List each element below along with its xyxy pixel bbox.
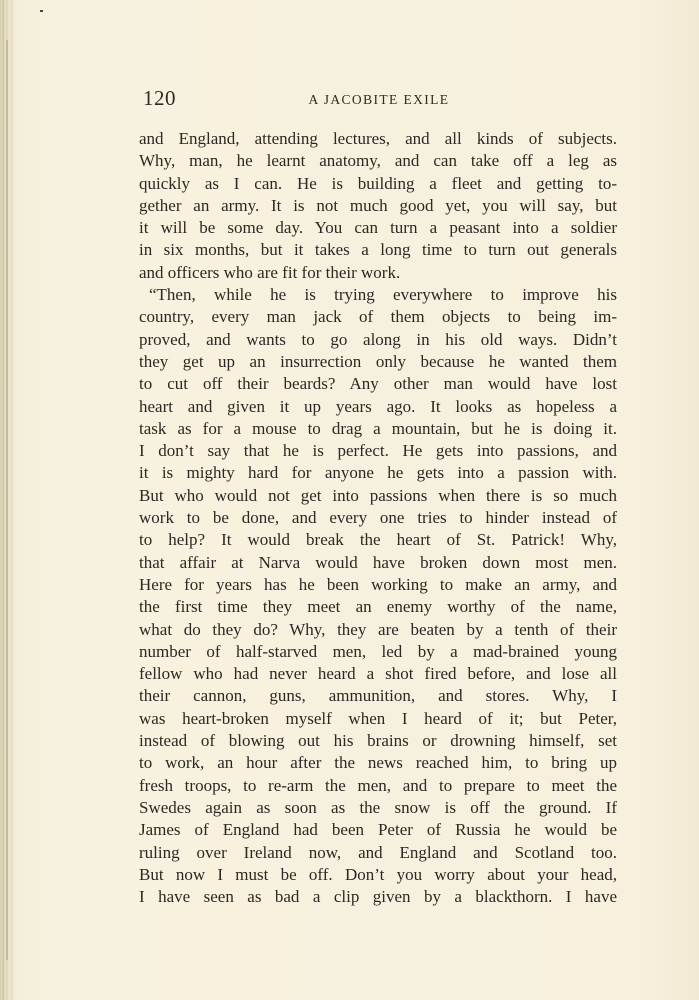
text-line: James of England had been Peter of Russia he would be bbox=[139, 820, 617, 840]
binding-shadow bbox=[6, 40, 8, 960]
text-line: But who would not get into passions when there is so much bbox=[139, 485, 617, 505]
text-line: quickly as I can. He is building a fleet and getting to- bbox=[139, 173, 617, 193]
text-line: proved, and wants to go along in his old ways. Didn’t bbox=[139, 329, 617, 349]
text-line: fresh troops, to re-arm the men, and to prepare to meet the bbox=[139, 775, 617, 795]
text-line: in six months, but it takes a long time to turn out generals bbox=[139, 240, 617, 260]
text-line: “Then, while he is trying everywhere to improve his bbox=[149, 285, 617, 305]
text-line: and England, attending lectures, and all kinds of subjects. bbox=[139, 129, 617, 148]
text-line: and officers who are fit for their work. bbox=[139, 262, 401, 282]
text-line: it is mighty hard for anyone he gets into a passion with. bbox=[139, 463, 617, 483]
text-line: I have seen as bad a clip given by a blackthorn. I have bbox=[139, 887, 617, 907]
text-line: to help? It would break the heart of St. Patrick! Why, bbox=[139, 530, 617, 550]
text-line: the first time they meet an enemy worthy of the name, bbox=[139, 597, 617, 617]
text-line: But now I must be off. Don’t you worry about your head, bbox=[139, 864, 617, 884]
text-line: Swedes again as soon as the snow is off the ground. If bbox=[139, 797, 617, 817]
text-line: to cut off their beards? Any other man would have lost bbox=[139, 374, 617, 394]
text-line: country, every man jack of them objects to being im- bbox=[139, 307, 617, 327]
text-line: heart and given it up years ago. It looks as hopeless a bbox=[139, 396, 617, 416]
text-line: ruling over Ireland now, and England and Scotland too. bbox=[139, 842, 617, 862]
text-line: Here for years has he been working to make an army, and bbox=[139, 574, 617, 594]
page-number: 120 bbox=[143, 86, 176, 110]
text-line: fellow who had never heard a shot fired before, and lose all bbox=[139, 664, 617, 684]
text-line: it will be some day. You can turn a peasant into a soldier bbox=[139, 218, 617, 238]
text-line: instead of blowing out his brains or drowning himself, set bbox=[139, 731, 617, 751]
text-line: gether an army. It is not much good yet, you will say, but bbox=[139, 195, 617, 215]
text-line: I don’t say that he is perfect. He gets into passions, and bbox=[139, 441, 617, 461]
text-line: work to be done, and every one tries to hinder instead of bbox=[139, 508, 617, 528]
text-line: what do they do? Why, they are beaten by a tenth of their bbox=[139, 619, 617, 639]
text-line: Why, man, he learnt anatomy, and can take off a leg as bbox=[139, 151, 617, 171]
text-line: their cannon, guns, ammunition, and stores. Why, I bbox=[139, 686, 617, 706]
text-line: that affair at Narva would have broken down most men. bbox=[139, 552, 617, 572]
text-line: number of half-starved men, led by a mad-brained young bbox=[139, 641, 617, 661]
running-title: A JACOBITE EXILE bbox=[308, 92, 450, 107]
text-line: they get up an insurrection only because he wanted them bbox=[139, 351, 617, 371]
text-line: task as for a mouse to drag a mountain, but he is doing it. bbox=[139, 418, 617, 438]
page-header bbox=[143, 86, 615, 114]
text-line: to work, an hour after the news reached him, to bring up bbox=[139, 753, 617, 773]
text-line: was heart-broken myself when I heard of it; but Peter, bbox=[139, 708, 617, 728]
body-text bbox=[139, 128, 617, 908]
ink-speck bbox=[40, 10, 43, 12]
